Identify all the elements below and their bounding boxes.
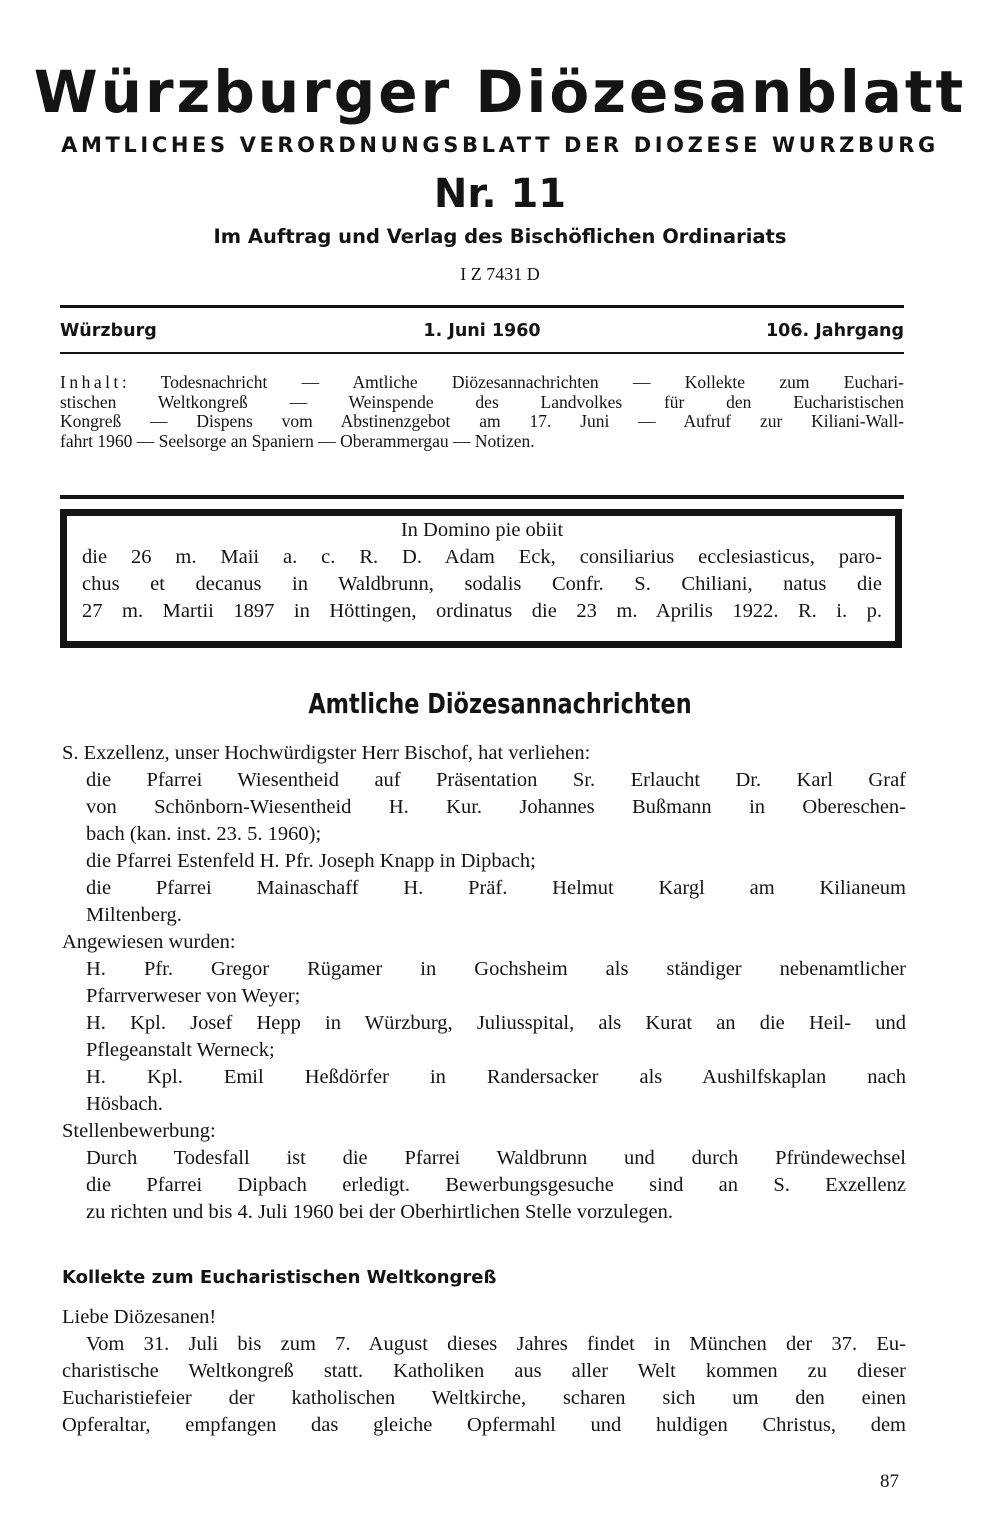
obituary-text [82,517,882,625]
conferral-item: die Pfarrei Estenfeld H. Pfr. Joseph Knapp in Dipbach; [86,850,536,872]
vacancy-label: Stellenbewerbung: [62,1120,216,1142]
divider-rule [60,352,904,354]
toc-line: fahrt 1960 — Seelsorge an Spaniern — Oberammergau — Notizen. [60,430,535,451]
obituary-line: die 26 m. Maii a. c. R. D. Adam Eck, consiliarius ecclesiasticus, paro- [82,546,882,568]
dateline-date: 1. Juni 1960 [423,321,541,341]
dateline-volume: 106. Jahrgang [765,321,904,341]
collection-section [62,1304,906,1439]
obituary-line: chus et decanus in Waldbrunn, sodalis Confr. S. Chiliani, natus die [82,573,882,595]
masthead-title: Würzburger Diözesanblatt [33,58,967,126]
conferral-item: die Pfarrei Mainaschaff H. Präf. Helmut Kargl am Kilianeum Miltenberg. [86,877,906,926]
divider-rule [60,305,904,308]
dateline [60,318,904,344]
section-title: Amtliche Diözesannachrichten [308,687,692,720]
toc-line: stischen Weltkongreß — Weinspende des Landvolkes für den Eucharistischen [60,391,904,412]
collection-paragraph: Vom 31. Juli bis zum 7. August dieses Jahres findet in München der 37. Eu- charistische Weltkongreß statt. Katholiken aus aller Welt kommen zu dieser Eucharistiefeier der katholischen Weltkirche, scharen sich um den einen Opferaltar, empfangen das gleiche Opfermahl und huldigen Christus, dem [62,1333,906,1436]
table-of-contents [60,373,904,451]
collection-salutation: Liebe Diözesanen! [62,1306,217,1328]
obituary-line: 27 m. Martii 1897 in Höttingen, ordinatus die 23 m. Aprilis 1922. R. i. p. [82,600,882,622]
page-number: 87 [880,1471,899,1492]
dateline-place: Würzburg [60,321,157,341]
postal-id: I Z 7431 D [460,264,540,284]
vacancy-text: Durch Todesfall ist die Pfarrei Waldbrunn und durch Pfründewechsel die Pfarrei Dipbach erledigt. Bewerbungsgesuche sind an S. Exzellenz zu richten und bis 4. Juli 1960 bei der Oberhirtlichen Stelle vorzulegen. [86,1147,906,1223]
toc-line: Kongreß — Dispens vom Abstinenzgebot am 17. Juni — Aufruf zur Kiliani-Wall- [60,411,904,431]
toc-line: Inhalt: Todesnachricht — Amtliche Diözesannachrichten — Kollekte zum Euchari- [60,372,904,392]
obituary-heading: In Domino pie obiit [400,519,564,541]
collection-heading: Kollekte zum Eucharistischen Weltkongreß [62,1267,497,1288]
assignment-item: H. Pfr. Gregor Rügamer in Gochsheim als ständiger nebenamtlicher Pfarrverweser von Weyer; [86,958,906,1007]
announcements-section [62,740,906,1226]
masthead-subtitle: AMTLICHES VERORDNUNGSBLATT DER DIOZESE WURZBURG [61,133,939,157]
assignment-item: H. Kpl. Emil Heßdörfer in Randersacker als Aushilfskaplan nach Hösbach. [86,1066,906,1115]
issue-number: Nr. 11 [433,171,567,217]
toc-label: Inhalt [60,372,122,392]
publisher-line: Im Auftrag und Verlag des Bischöflichen Ordinariats [213,225,787,248]
announcements-intro: S. Exzellenz, unser Hochwürdigster Herr Bischof, hat verliehen: [62,742,591,764]
conferral-item: die Pfarrei Wiesentheid auf Präsentation Sr. Erlaucht Dr. Karl Graf von Schönborn-Wiesentheid H. Kur. Johannes Bußmann in Obereschen- bach (kan. inst. 23. 5. 1960); [86,769,906,845]
divider-rule [60,495,904,499]
assignments-label: Angewiesen wurden: [62,931,236,953]
assignment-item: H. Kpl. Josef Hepp in Würzburg, Juliusspital, als Kurat an die Heil- und Pflegeanstalt Werneck; [86,1012,906,1061]
